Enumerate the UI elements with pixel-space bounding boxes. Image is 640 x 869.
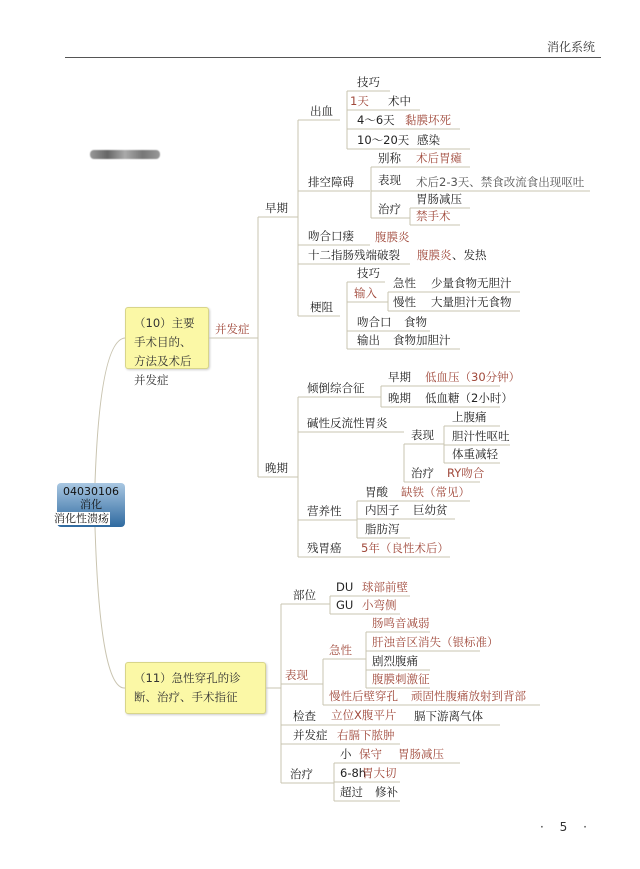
mindmap-node[interactable]: 食物加胆汁: [393, 333, 451, 347]
mindmap-node[interactable]: 慢性后壁穿孔: [329, 689, 398, 703]
mindmap-node[interactable]: 治疗: [411, 466, 434, 480]
mindmap-node[interactable]: 胃酸: [365, 485, 388, 499]
mindmap-node[interactable]: 并发症: [293, 728, 328, 742]
mindmap-node[interactable]: GU: [336, 598, 354, 612]
mindmap-node[interactable]: 上腹痛: [452, 410, 487, 424]
mindmap-node[interactable]: 禁手术: [416, 209, 451, 223]
mindmap-node[interactable]: 慢性: [393, 295, 416, 309]
root-subtitle: 消化性溃疡: [54, 512, 109, 525]
mindmap-node[interactable]: DU: [336, 580, 354, 594]
mindmap-node[interactable]: 急性: [393, 276, 416, 290]
mindmap-node[interactable]: 低血压（30分钟）: [425, 370, 521, 384]
mindmap-node[interactable]: 晚期: [265, 461, 288, 475]
mindmap-node[interactable]: 治疗: [290, 767, 313, 781]
mindmap-node[interactable]: 胃肠减压: [398, 747, 444, 761]
topic-box-10[interactable]: （10）主要手术目的、方法及术后并发症: [125, 307, 209, 369]
mindmap-node[interactable]: 小: [340, 747, 352, 761]
mindmap-node[interactable]: RY吻合: [447, 466, 485, 480]
mindmap-node[interactable]: 4～6天: [357, 113, 395, 127]
mindmap-node[interactable]: 1天: [350, 94, 369, 108]
mindmap-node[interactable]: 球部前壁: [362, 580, 408, 594]
root-node[interactable]: [54, 483, 125, 527]
mindmap-node[interactable]: 术后2-3天、禁食改流食出现呕吐: [416, 175, 585, 189]
mindmap-node[interactable]: 输出: [357, 333, 380, 347]
mindmap-node[interactable]: 出血: [310, 104, 333, 118]
mindmap-node[interactable]: 胃肠减压: [416, 192, 462, 206]
mindmap-node[interactable]: 腹膜刺激征: [372, 672, 430, 686]
mindmap-node[interactable]: 十二指肠残端破裂: [308, 248, 400, 262]
mindmap-node[interactable]: 低血糖（2小时）: [425, 391, 513, 405]
mindmap-node[interactable]: 残胃癌: [307, 541, 342, 555]
mindmap-node[interactable]: 剧烈腹痛: [372, 654, 418, 668]
mindmap-node[interactable]: 体重减轻: [452, 447, 498, 461]
mindmap-node[interactable]: 感染: [417, 133, 440, 147]
root-code: 04030106: [63, 485, 119, 498]
mindmap-node[interactable]: 碱性反流性胃炎: [307, 416, 388, 430]
mindmap-node[interactable]: 晚期: [388, 391, 411, 405]
mindmap-node[interactable]: 肠鸣音减弱: [372, 616, 430, 630]
mindmap-node[interactable]: 右膈下脓肿: [337, 728, 395, 742]
mindmap-node[interactable]: 顽固性腹痛放射到背部: [411, 689, 526, 703]
mindmap-node[interactable]: 梗阻: [310, 300, 333, 314]
mindmap-node[interactable]: 检查: [293, 709, 316, 723]
mindmap-node[interactable]: 脂肪泻: [365, 522, 400, 536]
root-title: 消化: [80, 498, 102, 511]
mindmap-node[interactable]: 腹膜炎: [417, 248, 452, 262]
mindmap-node[interactable]: 倾倒综合征: [307, 381, 365, 395]
mindmap-node[interactable]: 黏膜坏死: [405, 113, 451, 127]
mindmap-node[interactable]: 术后胃瘫: [416, 151, 462, 165]
mindmap-node[interactable]: 巨幼贫: [413, 503, 448, 517]
mindmap-node[interactable]: 急性: [329, 643, 352, 657]
mindmap-node[interactable]: 排空障碍: [308, 175, 354, 189]
mindmap-node[interactable]: 输入: [354, 286, 377, 300]
mindmap-node[interactable]: 立位X腹平片: [331, 708, 397, 722]
mindmap-node[interactable]: 内因子: [365, 503, 400, 517]
section-title: 消化系统: [546, 40, 595, 54]
mindmap-node[interactable]: 部位: [293, 588, 316, 602]
mindmap-node[interactable]: 表现: [285, 668, 308, 682]
mindmap-node[interactable]: 治疗: [378, 202, 401, 216]
mindmap-node[interactable]: 吻合口瘘: [308, 229, 354, 243]
mindmap-node[interactable]: 10～20天: [357, 133, 410, 147]
mindmap-node[interactable]: 胆汁性呕吐: [452, 429, 510, 443]
mindmap-node[interactable]: 表现: [411, 428, 434, 442]
mindmap-node[interactable]: 术中: [388, 94, 411, 108]
mindmap-node[interactable]: 缺铁（常见）: [401, 485, 470, 499]
mindmap-node[interactable]: 营养性: [307, 504, 342, 518]
mindmap-node[interactable]: 、发热: [452, 248, 487, 262]
mindmap-node[interactable]: 早期: [388, 370, 411, 384]
mindmap-node[interactable]: 并发症: [215, 322, 250, 336]
mindmap-node[interactable]: 别称: [378, 151, 401, 165]
mindmap-node[interactable]: 超过: [340, 785, 363, 799]
mindmap-node[interactable]: 小弯侧: [362, 598, 397, 612]
mindmap-node[interactable]: 食物: [404, 315, 427, 329]
mindmap-node[interactable]: 膈下游离气体: [414, 709, 483, 723]
mindmap-node[interactable]: 保守: [359, 747, 382, 761]
topic-box-11[interactable]: （11）急性穿孔的诊断、治疗、手术指征: [125, 662, 266, 714]
mindmap-node[interactable]: 5年（良性术后）: [361, 541, 449, 555]
mindmap-node[interactable]: 6-8h: [340, 766, 367, 780]
mindmap-node[interactable]: 技巧: [357, 266, 380, 280]
mindmap-node[interactable]: 少量食物无胆汁: [431, 276, 512, 290]
mindmap-node[interactable]: 大量胆汁无食物: [431, 295, 512, 309]
mindmap-node[interactable]: 肝浊音区消失（银标准）: [372, 635, 499, 649]
mindmap-node[interactable]: 表现: [378, 173, 401, 187]
mindmap-node[interactable]: 技巧: [357, 75, 380, 89]
mindmap-node[interactable]: 修补: [375, 785, 398, 799]
mindmap-node[interactable]: 胃大切: [362, 766, 397, 780]
page-number: · 5 ·: [540, 820, 593, 834]
mindmap-node[interactable]: 早期: [265, 201, 288, 215]
mindmap-node[interactable]: 腹膜炎: [375, 230, 410, 244]
mindmap-node[interactable]: 吻合口: [357, 315, 392, 329]
